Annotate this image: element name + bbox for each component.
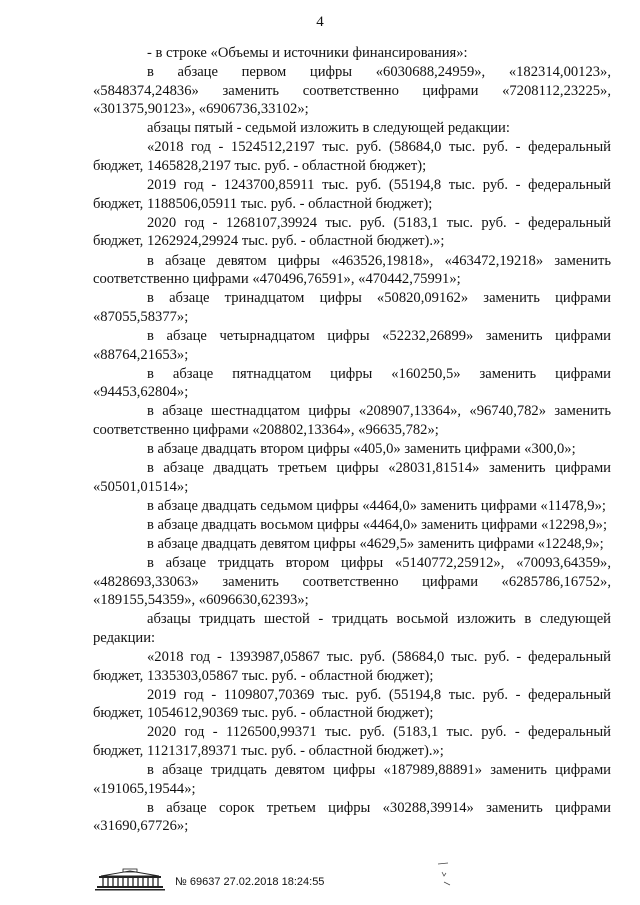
paragraph: абзацы тридцать шестой - тридцать восьмой изложить в следующей редакции: <box>93 611 611 646</box>
paragraph: в абзаце девятом цифры «463526,19818», «463472,19218» заменить соответственно цифрами «470496,76591», «470442,75991»; <box>93 252 611 288</box>
paragraph: 2019 год - 1243700,85911 тыс. руб. (55194,8 тыс. руб. - федеральный бюджет, 1188506,05911 тыс. руб. - областной бюджет); <box>93 177 611 212</box>
parliament-building-icon <box>93 868 167 897</box>
paragraph: в абзаце двадцать втором цифры «405,0» заменить цифрами «300,0»; <box>147 440 576 457</box>
paragraph: в абзаце шестнадцатом цифры «208907,13364», «96740,782» заменить соответственно цифрами «208802,13364», «96635,782»; <box>93 403 611 438</box>
paragraph: в абзаце первом цифры «6030688,24959», «182314,00123», «5848374,24836» заменить соответственно цифрами «7208112,23225», «301375,90123», «6906736,33102»; <box>93 64 611 118</box>
document-stamp: № 69637 27.02.2018 18:24:55 <box>175 876 325 888</box>
paragraph: «2018 год - 1524512,2197 тыс. руб. (58684,0 тыс. руб. - федеральный бюджет, 1465828,2197 тыс. руб. - областной бюджет); <box>93 139 611 175</box>
paragraph: - в строке «Объемы и источники финансирования»: <box>147 45 468 61</box>
paragraph: в абзаце тридцать девятом цифры «187989,88891» заменить цифрами «191065,19544»; <box>93 762 611 797</box>
paragraph: 2019 год - 1109807,70369 тыс. руб. (55194,8 тыс. руб. - федеральный бюджет, 1054612,90369 тыс. руб. - областной бюджет); <box>93 686 611 722</box>
paragraph: в абзаце двадцать седьмом цифры «4464,0» заменить цифрами «11478,9»; <box>147 497 606 514</box>
document-body <box>93 44 611 836</box>
paragraph: в абзаце двадцать третьем цифры «28031,81514» заменить цифрами «50501,01514»; <box>93 460 611 495</box>
pen-marks <box>434 858 464 893</box>
paragraph: «2018 год - 1393987,05867 тыс. руб. (58684,0 тыс. руб. - федеральный бюджет, 1335303,05867 тыс. руб. - областной бюджет); <box>93 649 611 684</box>
footer <box>93 868 325 898</box>
paragraph: 2020 год - 1268107,39924 тыс. руб. (5183,1 тыс. руб. - федеральный бюджет, 1262924,29924 тыс. руб. - областной бюджет).»; <box>93 214 611 250</box>
paragraph: в абзаце тридцать втором цифры «5140772,25912», «70093,64359», «4828693,33063» заменить соответственно цифрами «6285786,16752», «189155,54359», «6096630,62393»; <box>93 555 611 609</box>
paragraph: в абзаце двадцать восьмом цифры «4464,0» заменить цифрами «12298,9»; <box>147 516 608 533</box>
paragraph: в абзаце сорок третьем цифры «30288,39914» заменить цифрами «31690,67726»; <box>93 799 611 835</box>
page-number: 4 <box>316 14 324 30</box>
paragraph: в абзаце тринадцатом цифры «50820,09162» заменить цифрами «87055,58377»; <box>93 290 611 325</box>
paragraph: абзацы пятый - седьмой изложить в следующей редакции: <box>147 120 510 137</box>
paragraph: в абзаце пятнадцатом цифры «160250,5» заменить цифрами «94453,62804»; <box>93 365 611 401</box>
paragraph: 2020 год - 1126500,99371 тыс. руб. (5183,1 тыс. руб. - федеральный бюджет, 1121317,89371 тыс. руб. - областной бюджет).»; <box>93 724 611 759</box>
paragraph: в абзаце четырнадцатом цифры «52232,26899» заменить цифрами «88764,21653»; <box>93 327 611 363</box>
paragraph: в абзаце двадцать девятом цифры «4629,5» заменить цифрами «12248,9»; <box>147 535 604 552</box>
